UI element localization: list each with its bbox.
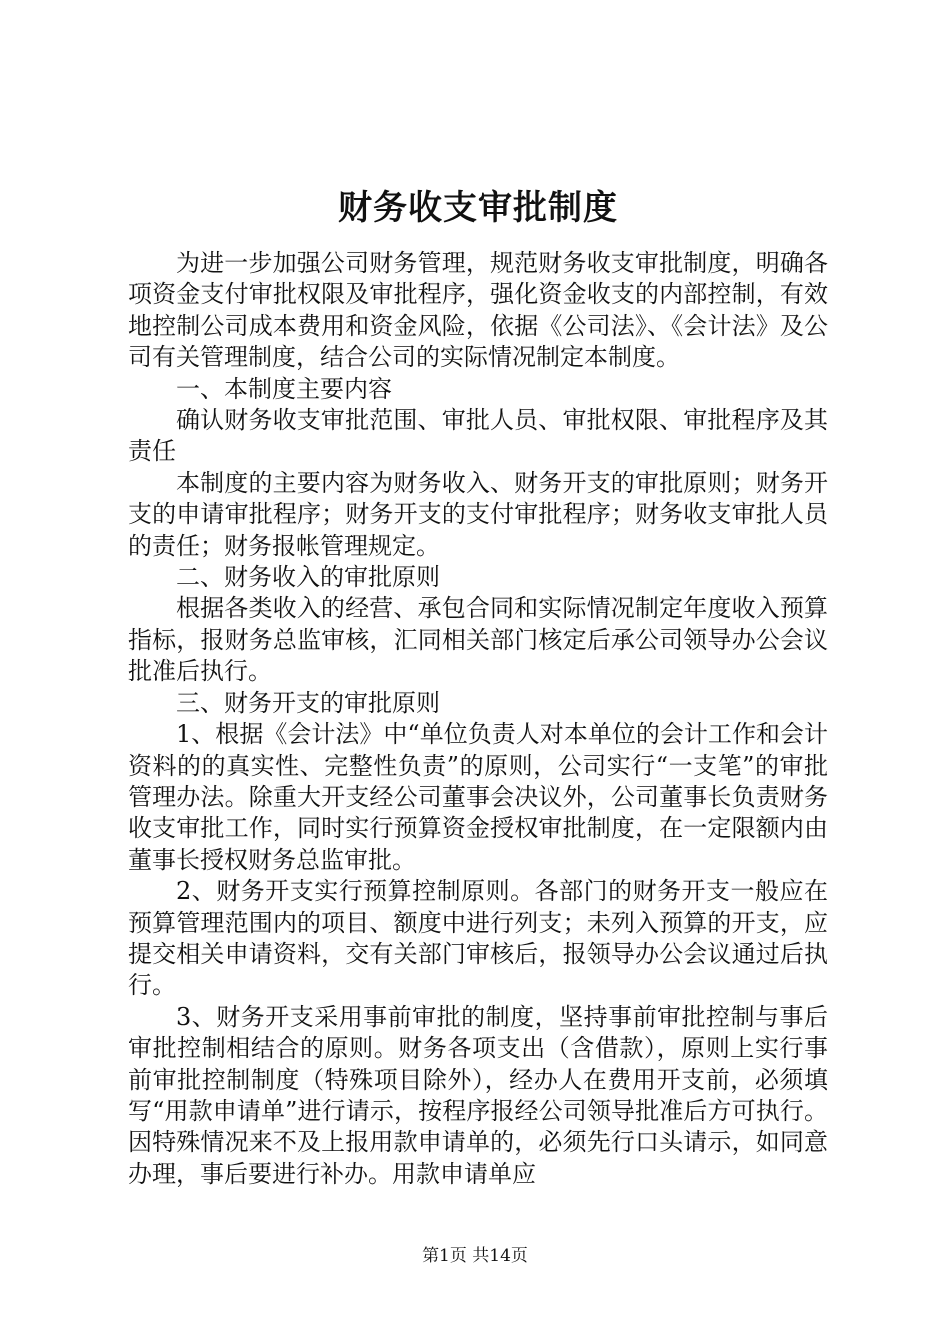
paragraph: 2、财务开支实行预算控制原则。各部门的财务开支一般应在预算管理范围内的项目、额度中进行列支；未列入预算的开支，应提交相关申请资料，交有关部门审核后，报领导办公会议通过后执行。 (128, 877, 828, 1000)
paragraph: 确认财务收支审批范围、审批人员、审批权限、审批程序及其责任 (128, 406, 828, 466)
section-heading: 二、财务收入的审批原则 (176, 563, 440, 592)
document-body (128, 248, 828, 1190)
page-footer: 第1页 共14页 (422, 1246, 528, 1266)
document-page (128, 182, 828, 1190)
document-title: 财务收支审批制度 (338, 188, 618, 228)
section-heading: 一、本制度主要内容 (176, 374, 392, 403)
paragraph: 3、财务开支采用事前审批的制度，坚持事前审批控制与事后审批控制相结合的原则。财务各项支出（含借款），原则上实行事前审批控制制度（特殊项目除外），经办人在费用开支前，必须填写“用款申请单”进行请示，按程序报经公司领导批准后方可执行。因特殊情况来不及上报用款申请单的，必须先行口头请示，如同意办理，事后要进行补办。用款申请单应 (128, 1002, 828, 1188)
section-heading: 三、财务开支的审批原则 (176, 688, 440, 717)
paragraph: 1、根据《会计法》中“单位负责人对本单位的会计工作和会计资料的的真实性、完整性负责”的原则，公司实行“一支笔”的审批管理办法。除重大开支经公司董事会决议外，公司董事长负责财务收支审批工作，同时实行预算资金授权审批制度，在一定限额内由董事长授权财务总监审批。 (128, 720, 828, 874)
paragraph: 本制度的主要内容为财务收入、财务开支的审批原则；财务开支的申请审批程序；财务开支的支付审批程序；财务收支审批人员的责任；财务报帐管理规定。 (128, 468, 828, 560)
paragraph: 为进一步加强公司财务管理，规范财务收支审批制度，明确各项资金支付审批权限及审批程序，强化资金收支的内部控制，有效地控制公司成本费用和资金风险，依据《公司法》、《会计法》及公司有关管理制度，结合公司的实际情况制定本制度。 (128, 249, 828, 372)
paragraph: 根据各类收入的经营、承包合同和实际情况制定年度收入预算指标，报财务总监审核，汇同相关部门核定后承公司领导办公会议批准后执行。 (128, 594, 828, 686)
